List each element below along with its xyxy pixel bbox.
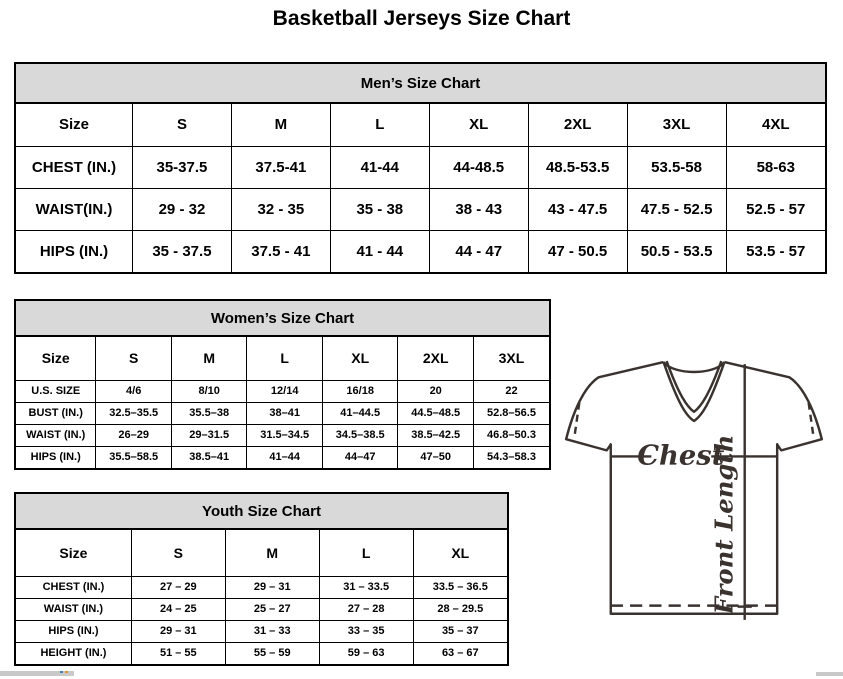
cell-value: 63 – 67 [413,642,507,664]
column-header: S [131,530,225,576]
cell-value: 31 – 33.5 [319,576,413,598]
cell-value: 29 – 31 [225,576,319,598]
cell-value: 55 – 59 [225,642,319,664]
column-header: 3XL [473,337,549,380]
cell-value: 41–44.5 [322,402,398,424]
table-row [16,620,507,642]
cell-value: 35 – 37 [413,620,507,642]
table-row [16,598,507,620]
page-title: Basketball Jerseys Size Chart [272,7,571,30]
size-header-row [16,104,825,146]
table-row [16,642,507,664]
cell-value: 54.3–58.3 [473,446,549,468]
cell-value: 38 - 43 [429,188,528,230]
cell-value: 4/6 [96,380,172,402]
cell-value: 52.8–56.5 [473,402,549,424]
cell-value: 47 - 50.5 [528,230,627,272]
column-header: S [132,104,231,146]
size-header-label: Size [16,530,131,576]
app-icon-sliver-orange [65,671,68,673]
taskbar-sliver-right [816,672,843,676]
column-header: M [231,104,330,146]
cell-value: 41 - 44 [330,230,429,272]
cell-value: 27 – 29 [131,576,225,598]
row-label: CHEST (IN.) [16,576,131,598]
mens-size-chart [14,62,827,274]
cell-value: 24 – 25 [131,598,225,620]
table-row [16,230,825,272]
row-label: HEIGHT (IN.) [16,642,131,664]
womens-size-table [16,337,549,468]
cell-value: 48.5-53.5 [528,146,627,188]
cell-value: 35.5–38 [171,402,247,424]
youth-size-chart [14,492,509,666]
cell-value: 31.5–34.5 [247,424,323,446]
size-header-label: Size [16,337,96,380]
column-header: 2XL [528,104,627,146]
mens-size-table [16,104,825,272]
cell-value: 33.5 – 36.5 [413,576,507,598]
cell-value: 20 [398,380,474,402]
chest-label: Chest [637,439,725,472]
row-label: CHEST (IN.) [16,146,132,188]
size-header-label: Size [16,104,132,146]
size-header-row [16,337,549,380]
cell-value: 59 – 63 [319,642,413,664]
jersey-measurement-diagram [558,358,834,630]
cell-value: 12/14 [247,380,323,402]
cell-value: 32.5–35.5 [96,402,172,424]
size-header-row [16,530,507,576]
cell-value: 22 [473,380,549,402]
cell-value: 29 - 32 [132,188,231,230]
table-row [16,402,549,424]
column-header: 4XL [726,104,825,146]
cell-value: 26–29 [96,424,172,446]
column-header: M [171,337,247,380]
cell-value: 44–47 [322,446,398,468]
cell-value: 41–44 [247,446,323,468]
cell-value: 46.8–50.3 [473,424,549,446]
jersey-outline [566,362,822,614]
row-label: WAIST(IN.) [16,188,132,230]
cell-value: 35 - 38 [330,188,429,230]
cell-value: 37.5 - 41 [231,230,330,272]
cell-value: 34.5–38.5 [322,424,398,446]
row-label: HIPS (IN.) [16,446,96,468]
jersey-collar-top [664,362,725,372]
cell-value: 38–41 [247,402,323,424]
cell-value: 32 - 35 [231,188,330,230]
cell-value: 41-44 [330,146,429,188]
mens-size-chart-title: Men’s Size Chart [16,64,825,104]
table-row [16,446,549,468]
cell-value: 53.5 - 57 [726,230,825,272]
cell-value: 35 - 37.5 [132,230,231,272]
cell-value: 58-63 [726,146,825,188]
cell-value: 53.5-58 [627,146,726,188]
cell-value: 25 – 27 [225,598,319,620]
table-row [16,380,549,402]
cell-value: 52.5 - 57 [726,188,825,230]
cell-value: 50.5 - 53.5 [627,230,726,272]
cell-value: 16/18 [322,380,398,402]
cell-value: 47.5 - 52.5 [627,188,726,230]
row-label: WAIST (IN.) [16,598,131,620]
table-row [16,576,507,598]
cell-value: 38.5–42.5 [398,424,474,446]
cell-value: 43 - 47.5 [528,188,627,230]
row-label: HIPS (IN.) [16,620,131,642]
cell-value: 51 – 55 [131,642,225,664]
row-label: HIPS (IN.) [16,230,132,272]
cell-value: 28 – 29.5 [413,598,507,620]
column-header: L [319,530,413,576]
column-header: L [330,104,429,146]
cell-value: 33 – 35 [319,620,413,642]
column-header: S [96,337,172,380]
cell-value: 8/10 [171,380,247,402]
womens-size-chart-title: Women’s Size Chart [16,301,549,337]
column-header: M [225,530,319,576]
cell-value: 29 – 31 [131,620,225,642]
cell-value: 37.5-41 [231,146,330,188]
cell-value: 29–31.5 [171,424,247,446]
cell-value: 35-37.5 [132,146,231,188]
front-length-label: Front Length [709,434,739,615]
cell-value: 44-48.5 [429,146,528,188]
cell-value: 35.5–58.5 [96,446,172,468]
table-row [16,188,825,230]
cell-value: 31 – 33 [225,620,319,642]
table-row [16,424,549,446]
cell-value: 44 - 47 [429,230,528,272]
column-header: XL [322,337,398,380]
cell-value: 38.5–41 [171,446,247,468]
row-label: U.S. SIZE [16,380,96,402]
cell-value: 44.5–48.5 [398,402,474,424]
youth-size-chart-title: Youth Size Chart [16,494,507,530]
cell-value: 27 – 28 [319,598,413,620]
app-icon-sliver-blue [60,671,63,673]
column-header: XL [413,530,507,576]
column-header: 3XL [627,104,726,146]
taskbar-sliver-left [0,671,74,676]
cell-value: 47–50 [398,446,474,468]
youth-size-table [16,530,507,664]
row-label: BUST (IN.) [16,402,96,424]
row-label: WAIST (IN.) [16,424,96,446]
column-header: XL [429,104,528,146]
womens-size-chart [14,299,551,470]
table-row [16,146,825,188]
column-header: 2XL [398,337,474,380]
column-header: L [247,337,323,380]
